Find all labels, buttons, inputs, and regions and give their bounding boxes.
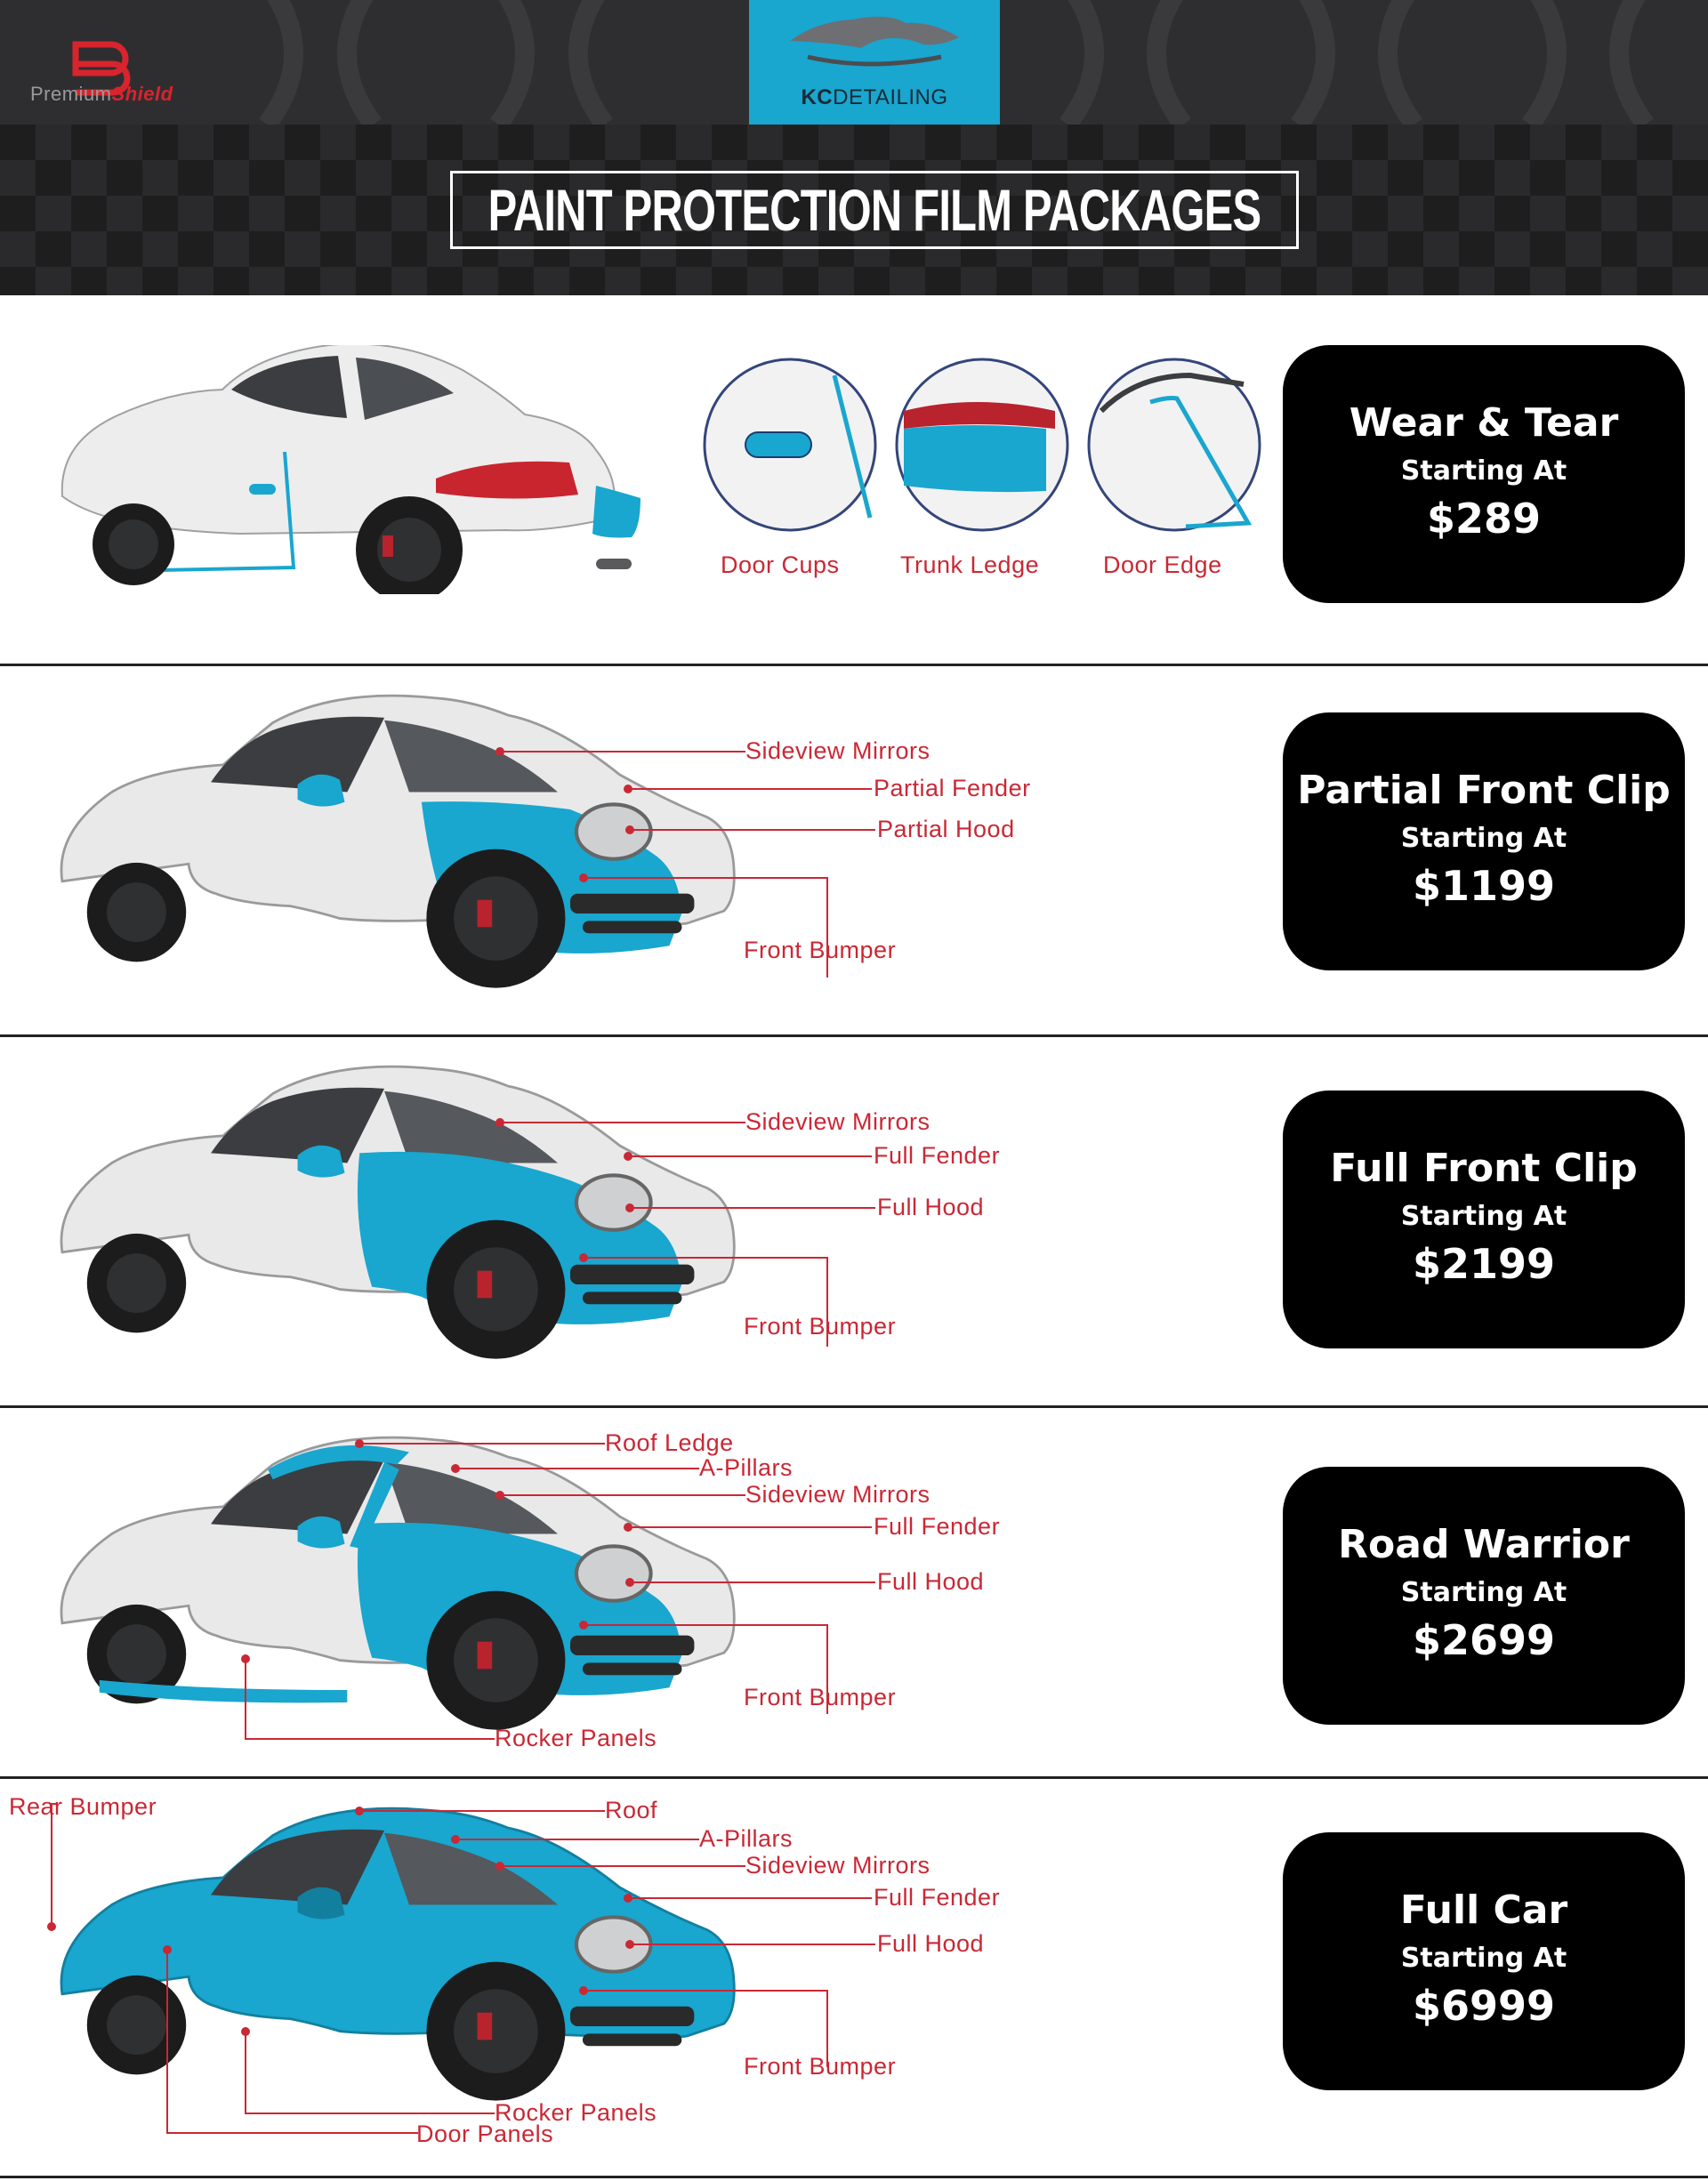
price-card-full-car[interactable] (1283, 1832, 1685, 2090)
callout-partial-fender: Partial Fender (874, 775, 1031, 801)
car-road-warrior-illustration (50, 1435, 744, 1737)
starting-at-label: Starting At (1400, 1943, 1567, 1974)
car-partial-front-clip-illustration (50, 693, 744, 995)
callout-a-pillars: A-Pillars (699, 1825, 794, 1852)
package-price: $289 (1426, 495, 1542, 543)
starting-at-label: Starting At (1400, 455, 1567, 487)
trunk-ledge-detail-circle (897, 359, 1068, 530)
price-card-road-warrior[interactable] (1283, 1467, 1685, 1725)
callout-full-hood: Full Hood (877, 1194, 985, 1220)
callout-a-pillars: A-Pillars (699, 1454, 794, 1481)
callout-door-cups: Door Cups (721, 551, 840, 578)
callout-front-bumper: Front Bumper (744, 1684, 897, 1710)
kc-car-silhouette-icon (781, 5, 968, 82)
callout-full-hood: Full Hood (877, 1930, 985, 1957)
package-name: Road Warrior (1338, 1522, 1630, 1567)
callout-full-fender: Full Fender (874, 1142, 1001, 1169)
door-edge-detail-circle (1089, 359, 1260, 530)
callout-rear-bumper: Rear Bumper (9, 1793, 157, 1820)
package-row-full-front-clip (0, 1037, 1708, 1407)
car-full-car-illustration (50, 1806, 744, 2108)
package-price: $6999 (1412, 1982, 1556, 2030)
package-name: Full Front Clip (1330, 1146, 1638, 1191)
package-price: $2199 (1412, 1240, 1556, 1288)
callout-rocker-panels: Rocker Panels (495, 2099, 657, 2126)
kc-detailing-logo (749, 0, 1000, 125)
car-rear-view-illustration (53, 345, 676, 594)
row-divider (0, 2176, 1708, 2178)
price-card-full-front-clip[interactable] (1283, 1090, 1685, 1348)
callout-trunk-ledge: Trunk Ledge (900, 551, 1040, 578)
callout-full-hood: Full Hood (877, 1568, 985, 1595)
callout-partial-hood: Partial Hood (877, 816, 1015, 842)
callout-sideview-mirrors: Sideview Mirrors (745, 737, 931, 764)
callout-full-fender: Full Fender (874, 1513, 1001, 1540)
package-row-wear-and-tear (0, 295, 1708, 665)
callout-door-panels: Door Panels (416, 2121, 554, 2147)
price-card-wear-and-tear[interactable] (1283, 345, 1685, 603)
callout-roof-ledge: Roof Ledge (605, 1429, 734, 1456)
price-card-partial-front-clip[interactable] (1283, 712, 1685, 970)
callout-roof: Roof (605, 1797, 658, 1823)
callout-sideview-mirrors: Sideview Mirrors (745, 1852, 931, 1879)
package-name: Wear & Tear (1349, 400, 1619, 446)
detail-circle-illustrations (701, 358, 1270, 532)
door-cup-detail-circle (705, 359, 875, 530)
starting-at-label: Starting At (1400, 823, 1567, 854)
package-price: $1199 (1412, 862, 1556, 910)
callout-door-edge: Door Edge (1103, 551, 1222, 578)
callout-front-bumper: Front Bumper (744, 2053, 897, 2080)
callout-sideview-mirrors: Sideview Mirrors (745, 1108, 931, 1135)
kc-detailing-wordmark: KCDETAILING (801, 85, 948, 109)
callout-full-fender: Full Fender (874, 1884, 1001, 1911)
car-full-front-clip-illustration (50, 1064, 744, 1366)
page-title: PAINT PROTECTION FILM PACKAGES (450, 171, 1299, 249)
callout-front-bumper: Front Bumper (744, 937, 897, 963)
package-name: Partial Front Clip (1297, 768, 1671, 813)
starting-at-label: Starting At (1400, 1577, 1567, 1608)
callout-front-bumper: Front Bumper (744, 1313, 897, 1340)
premiumshield-wordmark: PremiumShield (30, 83, 173, 105)
package-name: Full Car (1399, 1887, 1568, 1933)
package-row-full-car (0, 1779, 1708, 2181)
header-banner (0, 0, 1708, 295)
callout-sideview-mirrors: Sideview Mirrors (745, 1481, 931, 1508)
package-row-road-warrior (0, 1408, 1708, 1778)
callout-rocker-panels: Rocker Panels (495, 1725, 657, 1751)
starting-at-label: Starting At (1400, 1201, 1567, 1232)
package-price: $2699 (1412, 1616, 1556, 1664)
package-row-partial-front-clip (0, 666, 1708, 1036)
